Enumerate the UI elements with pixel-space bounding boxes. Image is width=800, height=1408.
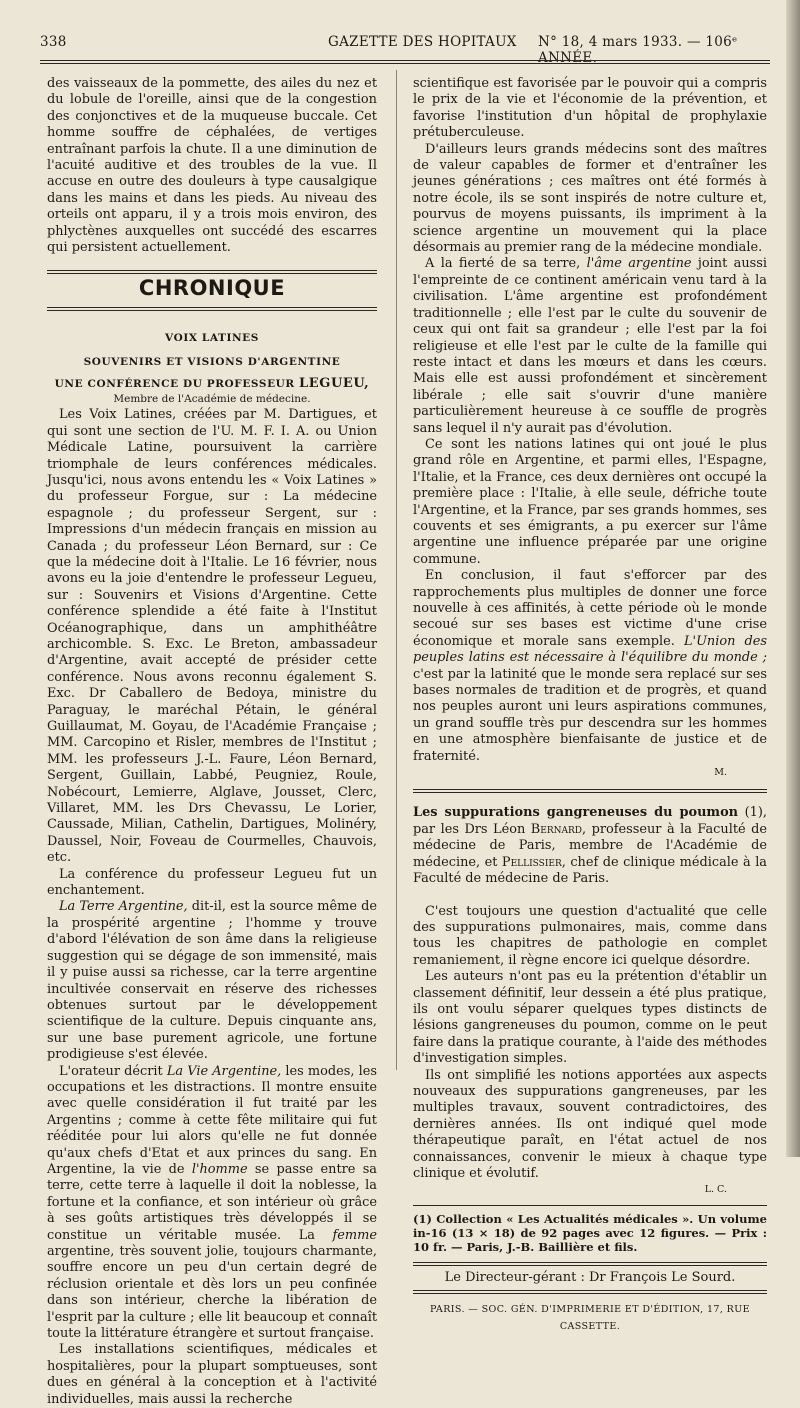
subtitle-legueu: LEGUEU, [299,375,370,391]
paragraph-voix-latines: Les Voix Latines, créées par M. Dartigues, et qui sont une section de l'U. M. F. I. A. ou Union Médicale Latine, poursuivent la carrière triomphale de leurs conférences médicales. Jusqu'ici, nous avons entendu les « Voix Latines » du professeur Forgue, sur : La médecine espagnole ; du professeur Sergent, sur : Impressions d'un médecin français en mission au Canada ; du professeur Léon Bernard, sur : Ce que la médecine doit à l'Italie. Le 16 février, nous avons eu la joie d'entendre le professeur Legueu, sur : Souvenirs et Visions d'Argentine. Cette conférence splendide a été faite à l'Institut Océanographique, dans un amphithéâtre archicomble. S. Exc. Le Breton, ambassadeur d'Argentine, avait accepté de présider cette conférence. Nous avons reconnu également S. Exc. Dr Caballero de Bedoya, ministre du Paraguay, le maréchal Pétain, le général Guillaumat, M. Goyau, de l'Académie Française ; MM. Carcopino et Risler, membres de l'Institut ; MM. les professeurs J.-L. Faure, Léon Bernard, Sergent, Guillain, Labbé, Peugniez, Roule, Nobécourt, Lemierre, Alglave, Jousset, Clerc, Villaret, MM. les Drs Chevassu, Le Lorier, Caussade, Milian, Cathelin, Dartigues, Molinéry, Daussel, Noir, Foveau de Courmelles, Chauvois, etc. [47,407,377,866]
imprint-line: PARIS. — SOC. GÉN. D'IMPRIMERIE ET D'ÉDITION, 17, RUE CASSETTE. [430,1304,750,1332]
review-author-bernard: Bernard, [530,821,587,837]
homme-italic: l'homme [191,1161,248,1177]
member-line: Membre de l'Académie de médecine. [113,392,311,405]
review-mid: professeur à la Faculté de médecine de Paris, membre de l'Académie de médecine, et [413,821,767,870]
page-edge [786,0,800,1157]
issue-info: N° 18, 4 mars 1933. — 106ᵉ ANNÉE. [538,34,738,66]
vie-argentine-text-c: se passe entre sa terre, cette terre à laquelle il doit la noblesse, la fortune et la confiance, et son intérieur où grâce à ses goûts artistiques très développés il se constitue un véritable musée. La [47,1161,377,1243]
paragraph-notions: Ils ont simplifié les notions apportées aux aspects nouveaux des suppurations gangreneuses, par les multiples travaux, souvent contradictoires, des dernières années. Ils ont indiqué quel mode thérapeutique paraît, en l'état actuel de nos connaissances, convenir le mieux à chaque type clinique et évolutif. [413,1067,767,1181]
vie-argentine-text-a: L'orateur décrit [59,1063,167,1079]
ame-italic: l'âme argentine [586,256,692,272]
femme-italic: femme [332,1227,377,1243]
chronique-heading: CHRONIQUE [138,276,286,301]
paragraph-nations-latines: Ce sont les nations latines qui ont joué le plus grand rôle en Argentine, et parmi elles, l'Espagne, l'Italie, et la France, ces deux dernières ont occupé la première place : l'Italie, à elle seule, défriche toute l'Argentine, et la France, par ses grands hommes, ses couvents et ses émigrants, a pu exercer sur l'âme argentine une influence préparée par une origine commune. [413,436,767,567]
subtitle-conference [47,377,377,391]
chronique-rule-top [47,270,377,274]
paragraph-conclusion [413,568,767,765]
right-column [413,76,767,1335]
signature-m: M. [714,767,727,779]
left-column [47,76,377,1408]
paragraph-installations: Les installations scientifiques, médicales et hospitalières, pour la plupart somptueuses, sont dues en général à la conception et à l'activité individuelles, mais aussi la recherche [47,1342,377,1407]
director-rule-bottom [413,1290,767,1294]
conclusion-text-a: En conclusion, il faut s'efforcer par des rapprochements plus multiples de donner une force nouvelle à ces affinités, à cette période où le monde secoué sur ses bases est victime d'une crise économique et morale sans exemple. [413,568,767,649]
ame-text-a: A la fierté de sa terre, [425,256,587,272]
review-author-pellissier: Pellissier, [501,854,566,870]
header-rule [40,60,770,61]
terre-argentine-italic: La Terre Argentine, [59,899,188,915]
paragraph-vie-argentine [47,1064,377,1343]
terre-argentine-text: dit-il, est la source même de la prospérité argentine ; l'homme y trouve d'abord l'élévation de son âme dans la religieuse suggestion qui se dégage de son immensité, mais il y puise aussi sa richesse, car la terre argentine incultivée conservait en réserve des richesses obtenues surtout par le développement scientifique de la culture. Depuis cinquante ans, sur une base purement agricole, une fortune prodigieuse s'est élevée. [47,899,377,1063]
subtitle-conference-text: UNE CONFÉRENCE DU PROFESSEUR [54,377,295,390]
signature-lc: L. C. [704,1184,727,1196]
review-end: chef de clinique médicale à la Faculté de médecine de Paris. [413,854,767,887]
journal-title: GAZETTE DES HOPITAUX [328,34,517,50]
paragraph-ame-argentine [413,256,767,436]
review-heading [413,805,767,887]
paragraph-scientifique: scientifique est favorisée par le pouvoir qui a compris le prix de la vie et l'économie de la prévention, et favorise l'institution d'un hôpital de prophylaxie prétuberculeuse. [413,76,767,141]
director-rule-top [413,1262,767,1266]
vie-argentine-text-d: argentine, très souvent jolie, toujours charmante, souffre encore un peu d'un certain degré de réclusion orientale et dès lors un peu confinée dans son intérieur, cherche la libération de l'esprit par la culture ; elle lit beaucoup et connaît toute la littérature étrangère et surtout française. [47,1244,377,1342]
intro-paragraph: des vaisseaux de la pommette, des ailes du nez et du lobule de l'oreille, ainsi que de la congestion des conjonctives et de la muqueuse buccale. Cet homme souffre de céphalées, de vertiges entraînant parfois la chute. Il a une diminution de l'acuité auditive et des troubles de la vue. Il accuse en outre des douleurs à type causalgique dans les mains et dans les pieds. Au niveau des orteils ont apparu, il y a trois mois environ, des phlyctènes auxquelles ont succédé des escarres qui persistent actuellement. [47,76,377,256]
subtitle-voix-latines: VOIX LATINES [165,331,259,344]
ame-text-b: joint aussi l'empreinte de ce continent américain venu tard à la civilisation. L'âme argentine est profondément traditionnelle ; elle l'est par le culte du souvenir de ceux qui ont fait sa grandeur ; elle l'est par la foi religieuse et elle l'est par le culte de la famille qui reste intact et dans les mœurs et dans les cœurs. Mais elle est aussi profondément et sincèrement libérale ; elle sait s'ouvrir d'une manière particulièrement heureuse à ce souffle de progrès sans lequel il n'y aurait pas d'évolution. [413,256,767,436]
paragraph-grands-medecins: D'ailleurs leurs grands médecins sont des maîtres de valeur capables de former et d'entraîner les jeunes générations ; ces maîtres ont été formés à notre école, ils se sont inspirés de notre culture et, pourvus de moyens puissants, ils impriment à la science argentine un mouvement qui la place désormais au premier rang de la médecine mondiale. [413,141,767,256]
paragraph-terre-argentine [47,899,377,1063]
paragraph-enchantement: La conférence du professeur Legueu fut un enchantement. [47,866,377,899]
paragraph-auteurs: Les auteurs n'ont pas eu la prétention d'établir un classement définitif, leur dessein a été plus pratique, ils ont voulu séparer quelques types distincts de lésions gangreneuses du poumon, comme on le peut faire dans la pratique courante, à l'aide des méthodes d'investigation simples. [413,969,767,1067]
vie-argentine-text-b: les modes, les occupations et les distractions. Il montre ensuite avec quelle considération il fut traité par les Argentins ; comme à cette fête militaire qui fut rééditée pour lui alors qu'elle ne fut donnée qu'aux chefs d'Etat et aux princes du sang. En Argentine, la vie de [47,1063,377,1177]
conclusion-italic: L'Union des peuples latins est nécessaire à l'équilibre du monde ; [413,633,767,666]
director-line: Le Directeur-gérant : Dr François Le Sourd. [444,1269,736,1285]
page-number: 338 [40,34,67,50]
paragraph-actualite: C'est toujours une question d'actualité que celle des suppurations pulmonaires, mais, comme dans tous les chapitres de pathologie en complet remaniement, il règne encore ici quelque désordre. [413,903,767,968]
review-ref: (1), par les Drs Léon [413,805,767,837]
footnote-rule [413,1205,767,1206]
footnote: (1) Collection « Les Actualités médicales ». Un volume in-16 (13 × 18) de 92 pages avec 12 figures. — Prix : 10 fr. — Paris, J.-B. Baillière et fils. [413,1211,767,1254]
subtitle-souvenirs: SOUVENIRS ET VISIONS D'ARGENTINE [83,355,341,368]
conclusion-text-b: c'est par la latinité que le monde sera replacé sur ses bases normales de tradition et de progrès, et quand nos peuples auront uni leurs aspirations communes, un grand souffle très pur descendra sur les hommes en une atmosphère bienfaisante de justice et de fraternité. [413,666,767,764]
header-rule-2 [40,63,770,64]
vie-argentine-italic: La Vie Argentine, [166,1063,282,1079]
column-divider [396,70,397,1070]
review-title: Les suppurations gangreneuses du poumon [413,805,739,821]
